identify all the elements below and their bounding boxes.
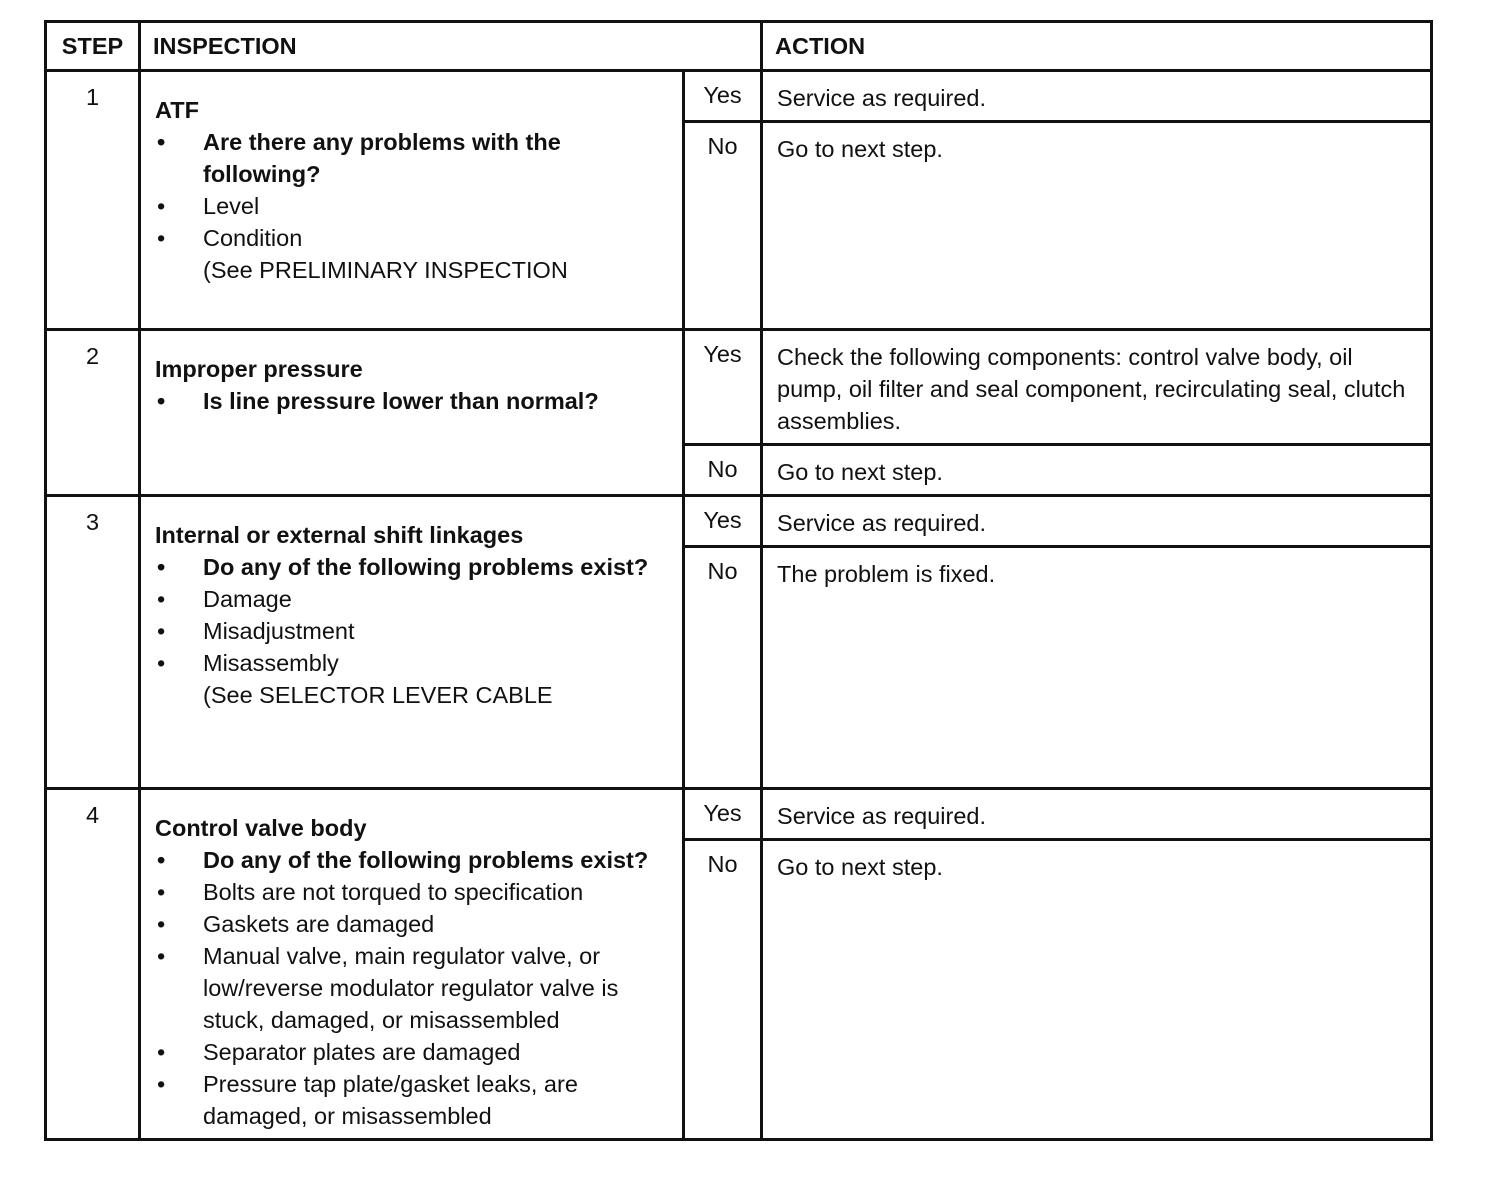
inspection-title: Improper pressure	[155, 356, 363, 382]
step-3-yes-row	[46, 496, 1432, 547]
no-action: Go to next step.	[762, 122, 1432, 330]
no-action: Go to next step.	[762, 445, 1432, 496]
inspection-cell	[140, 71, 684, 330]
inspection-cell	[140, 496, 684, 789]
inspection-cell	[140, 330, 684, 496]
step-1-yes-row	[46, 71, 1432, 122]
no-action: Go to next step.	[762, 840, 1432, 1140]
yes-action: Service as required.	[762, 71, 1432, 122]
no-action: The problem is fixed.	[762, 547, 1432, 789]
yes-label: Yes	[684, 330, 762, 445]
inspection-title: Control valve body	[155, 815, 367, 841]
inspection-question: • Do any of the following problems exist?	[155, 551, 670, 583]
yes-label: Yes	[684, 789, 762, 840]
no-label: No	[684, 547, 762, 789]
inspection-list	[155, 551, 670, 679]
inspection-item: • Pressure tap plate/gasket leaks, are damaged, or misassembled	[155, 1068, 670, 1132]
inspection-item: • Separator plates are damaged	[155, 1036, 670, 1068]
step-number: 3	[46, 496, 140, 789]
yes-action: Check the following components: control valve body, oil pump, oil filter and seal component, recirculating seal, clutch assemblies.	[762, 330, 1432, 445]
no-label: No	[684, 840, 762, 1140]
inspection-item: • Misadjustment	[155, 615, 670, 647]
step-number: 2	[46, 330, 140, 496]
inspection-cell	[140, 789, 684, 1140]
inspection-item: • Misassembly	[155, 647, 670, 679]
inspection-note: (See PRELIMINARY INSPECTION	[203, 257, 568, 283]
diagnostic-table	[44, 20, 1433, 1141]
inspection-question: • Are there any problems with the following?	[155, 126, 670, 190]
step-number: 4	[46, 789, 140, 1140]
inspection-question: • Is line pressure lower than normal?	[155, 385, 670, 417]
step-2-yes-row	[46, 330, 1432, 445]
inspection-list	[155, 385, 670, 417]
inspection-item: • Damage	[155, 583, 670, 615]
inspection-title: ATF	[155, 97, 199, 123]
inspection-note: (See SELECTOR LEVER CABLE	[203, 682, 553, 708]
inspection-item: • Level	[155, 190, 670, 222]
header-inspection: INSPECTION	[140, 22, 762, 71]
yes-action: Service as required.	[762, 789, 1432, 840]
yes-action: Service as required.	[762, 496, 1432, 547]
header-row	[46, 22, 1432, 71]
inspection-item: • Manual valve, main regulator valve, or low/reverse modulator regulator valve is stuck, damaged, or misassembled	[155, 940, 670, 1036]
yes-label: Yes	[684, 71, 762, 122]
header-action: ACTION	[762, 22, 1432, 71]
inspection-item: • Condition	[155, 222, 670, 254]
no-label: No	[684, 122, 762, 330]
no-label: No	[684, 445, 762, 496]
inspection-question: • Do any of the following problems exist?	[155, 844, 670, 876]
inspection-title: Internal or external shift linkages	[155, 522, 524, 548]
header-step: STEP	[46, 22, 140, 71]
inspection-item: • Bolts are not torqued to specification	[155, 876, 670, 908]
inspection-list	[155, 126, 670, 254]
inspection-list	[155, 844, 670, 1132]
step-number: 1	[46, 71, 140, 330]
step-4-yes-row	[46, 789, 1432, 840]
inspection-item: • Gaskets are damaged	[155, 908, 670, 940]
yes-label: Yes	[684, 496, 762, 547]
